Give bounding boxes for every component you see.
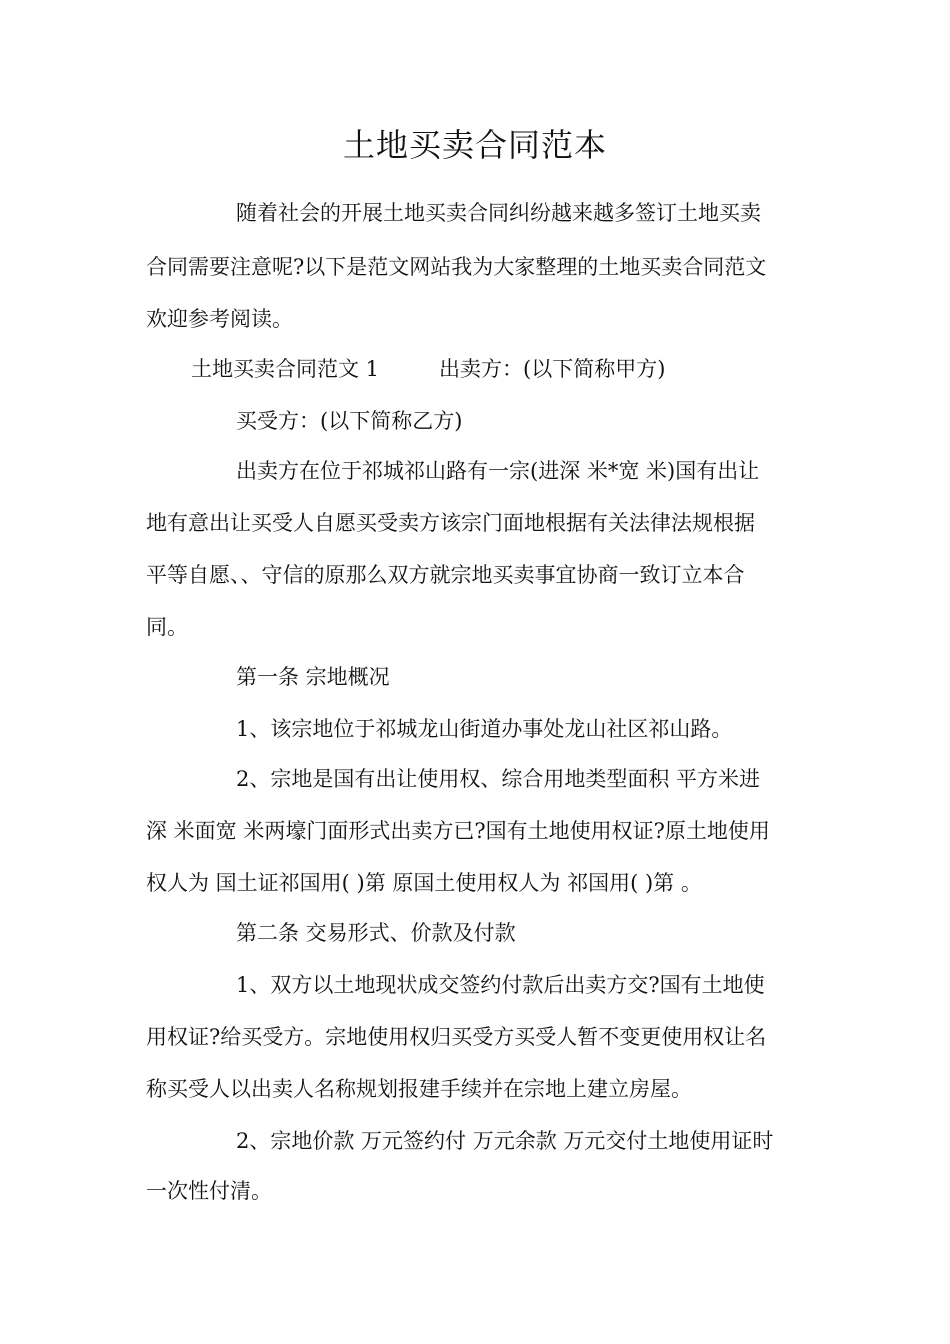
paragraph-line: 地有意出让买受人自愿买受卖方该宗门面地根据有关法律法规根据 xyxy=(146,511,755,535)
heading-line xyxy=(191,354,665,384)
section-label: 土地买卖合同范文 1 xyxy=(191,357,380,381)
paragraph-line: 2、宗地价款 万元签约付 万元余款 万元交付土地使用证时 xyxy=(236,1129,774,1153)
paragraph-line: 平等自愿、、守信的原那么双方就宗地买卖事宜协商一致订立本合 xyxy=(146,563,745,587)
article-heading: 第一条 宗地概况 xyxy=(236,665,390,689)
paragraph-line: 随着社会的开展土地买卖合同纠纷越来越多签订土地买卖 xyxy=(236,201,761,225)
party-buyer: 买受方：(以下简称乙方) xyxy=(236,409,463,433)
paragraph-line: 1、双方以土地现状成交签约付款后出卖方交?国有土地使 xyxy=(236,973,765,997)
paragraph-line: 1、该宗地位于祁城龙山街道办事处龙山社区祁山路。 xyxy=(236,717,733,741)
paragraph-line: 称买受人以出卖人名称规划报建手续并在宗地上建立房屋。 xyxy=(146,1077,692,1101)
paragraph-line: 合同需要注意呢?以下是范文网站我为大家整理的土地买卖合同范文 xyxy=(146,255,767,279)
paragraph-line: 2、宗地是国有出让使用权、综合用地类型面积 平方米进 xyxy=(236,767,761,791)
paragraph-line: 深 米面宽 米两壕门面形式出卖方已?国有土地使用权证?原土地使用 xyxy=(146,819,770,843)
document-title: 土地买卖合同范本 xyxy=(342,126,607,164)
party-seller: 出卖方：(以下简称甲方) xyxy=(439,357,666,381)
article-heading: 第二条 交易形式、价款及付款 xyxy=(236,921,516,945)
paragraph-line: 同。 xyxy=(146,615,188,639)
paragraph-line: 用权证?给买受方。宗地使用权归买受方买受人暂不变更使用权让名 xyxy=(146,1025,767,1049)
paragraph-line: 一次性付清。 xyxy=(146,1179,272,1203)
paragraph-line: 权人为 国土证祁国用( )第 原国土使用权人为 祁国用( )第 。 xyxy=(146,871,702,895)
paragraph-line: 欢迎参考阅读。 xyxy=(146,307,293,331)
paragraph-line: 出卖方在位于祁城祁山路有一宗(进深 米*宽 米)国有出让 xyxy=(236,459,760,483)
